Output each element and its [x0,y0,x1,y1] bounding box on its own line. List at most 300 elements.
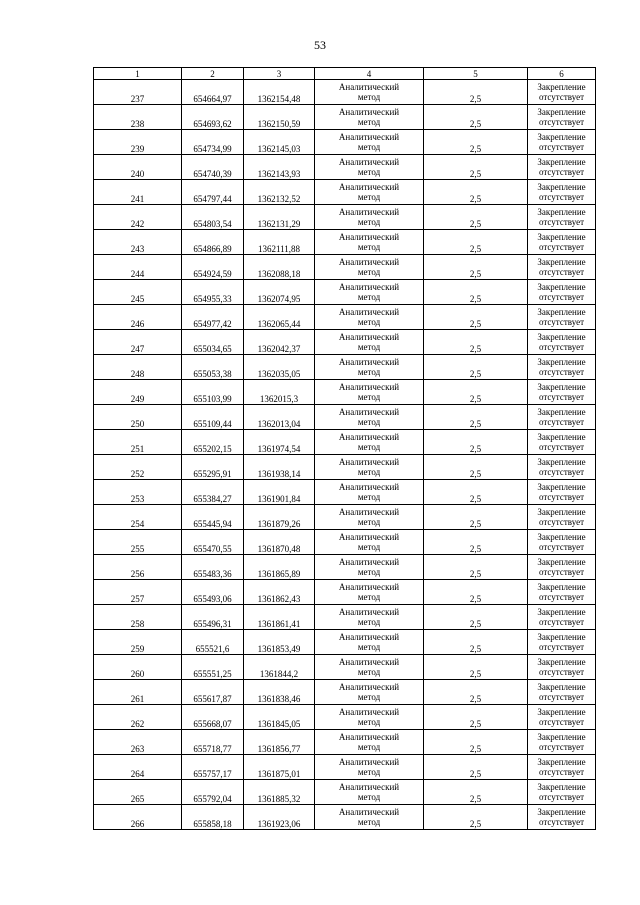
x-coordinate-cell: 654977,42 [182,305,244,330]
fixation-text: Закрепление [537,307,586,317]
fixation-text: отсутствует [538,92,585,102]
method-text: Аналитический [338,457,400,467]
method-cell [315,130,424,155]
table-row [94,380,596,405]
fixation-text: отсутствует [538,292,585,302]
table-row [94,205,596,230]
x-coordinate-cell: 655202,15 [182,430,244,455]
method-cell [315,755,424,780]
method-text: метод [357,492,381,502]
fixation-text: отсутствует [538,342,585,352]
table-row [94,430,596,455]
method-cell [315,80,424,105]
x-coordinate-cell: 654866,89 [182,230,244,255]
fixation-cell [528,230,596,255]
point-number-cell: 261 [94,680,182,705]
accuracy-cell: 2,5 [424,555,528,580]
fixation-cell [528,555,596,580]
fixation-text: Закрепление [537,682,586,692]
table-row [94,630,596,655]
fixation-cell [528,80,596,105]
method-text: Аналитический [338,657,400,667]
fixation-text: отсутствует [538,717,585,727]
accuracy-cell: 2,5 [424,405,528,430]
fixation-text: отсутствует [538,517,585,527]
x-coordinate-cell: 655668,07 [182,705,244,730]
accuracy-cell: 2,5 [424,330,528,355]
y-coordinate-cell: 1362035,05 [244,355,315,380]
fixation-text: отсутствует [538,242,585,252]
table-header-row [94,68,596,80]
method-text: Аналитический [338,107,400,117]
method-text: Аналитический [338,307,400,317]
y-coordinate-cell: 1361938,14 [244,455,315,480]
method-text: метод [357,342,381,352]
fixation-text: Закрепление [537,532,586,542]
column-header-1: 1 [94,68,182,80]
method-cell [315,505,424,530]
table-row [94,530,596,555]
fixation-cell [528,280,596,305]
accuracy-cell: 2,5 [424,230,528,255]
accuracy-cell: 2,5 [424,155,528,180]
method-text: Аналитический [338,282,400,292]
method-text: метод [357,192,381,202]
method-text: метод [357,167,381,177]
method-text: Аналитический [338,707,400,717]
point-number-cell: 252 [94,455,182,480]
method-cell [315,355,424,380]
fixation-text: Закрепление [537,207,586,217]
fixation-cell [528,305,596,330]
point-number-cell: 240 [94,155,182,180]
fixation-cell [528,205,596,230]
y-coordinate-cell: 1362131,29 [244,205,315,230]
point-number-cell: 253 [94,480,182,505]
point-number-cell: 257 [94,580,182,605]
y-coordinate-cell: 1362150,59 [244,105,315,130]
table-row [94,680,596,705]
y-coordinate-cell: 1362111,88 [244,230,315,255]
method-text: метод [357,442,381,452]
table-row [94,355,596,380]
fixation-text: Закрепление [537,82,586,92]
table-row [94,305,596,330]
y-coordinate-cell: 1362154,48 [244,80,315,105]
fixation-text: Закрепление [537,357,586,367]
fixation-text: Закрепление [537,607,586,617]
y-coordinate-cell: 1361879,26 [244,505,315,530]
method-text: Аналитический [338,782,400,792]
fixation-text: отсутствует [538,217,585,227]
y-coordinate-cell: 1362088,18 [244,255,315,280]
point-number-cell: 264 [94,755,182,780]
method-text: метод [357,367,381,377]
y-coordinate-cell: 1361845,05 [244,705,315,730]
accuracy-cell: 2,5 [424,430,528,455]
x-coordinate-cell: 655103,99 [182,380,244,405]
fixation-text: отсутствует [538,742,585,752]
accuracy-cell: 2,5 [424,205,528,230]
fixation-text: отсутствует [538,442,585,452]
fixation-cell [528,130,596,155]
method-text: метод [357,617,381,627]
method-text: метод [357,467,381,477]
method-text: метод [357,217,381,227]
fixation-text: отсутствует [538,192,585,202]
table-row [94,705,596,730]
accuracy-cell: 2,5 [424,655,528,680]
y-coordinate-cell: 1362065,44 [244,305,315,330]
x-coordinate-cell: 655792,04 [182,780,244,805]
fixation-text: отсутствует [538,417,585,427]
table-row [94,555,596,580]
fixation-text: Закрепление [537,332,586,342]
y-coordinate-cell: 1361844,2 [244,655,315,680]
fixation-cell [528,605,596,630]
method-text: Аналитический [338,807,400,817]
x-coordinate-cell: 655496,31 [182,605,244,630]
point-number-cell: 248 [94,355,182,380]
y-coordinate-cell: 1361856,77 [244,730,315,755]
y-coordinate-cell: 1361875,01 [244,755,315,780]
x-coordinate-cell: 654955,33 [182,280,244,305]
method-text: Аналитический [338,632,400,642]
method-text: Аналитический [338,182,400,192]
fixation-text: Закрепление [537,782,586,792]
method-text: Аналитический [338,407,400,417]
table-row [94,505,596,530]
fixation-text: отсутствует [538,142,585,152]
table-row [94,155,596,180]
x-coordinate-cell: 655718,77 [182,730,244,755]
fixation-cell [528,705,596,730]
column-header-4: 4 [315,68,424,80]
x-coordinate-cell: 654734,99 [182,130,244,155]
fixation-text: отсутствует [538,117,585,127]
fixation-cell [528,580,596,605]
accuracy-cell: 2,5 [424,105,528,130]
method-text: Аналитический [338,432,400,442]
fixation-text: Закрепление [537,407,586,417]
table-row [94,480,596,505]
method-text: метод [357,117,381,127]
point-number-cell: 241 [94,180,182,205]
fixation-cell [528,255,596,280]
x-coordinate-cell: 654803,54 [182,205,244,230]
method-text: Аналитический [338,507,400,517]
fixation-cell [528,155,596,180]
method-cell [315,205,424,230]
table-row [94,180,596,205]
point-number-cell: 266 [94,805,182,830]
y-coordinate-cell: 1362143,93 [244,155,315,180]
column-header-3: 3 [244,68,315,80]
method-cell [315,180,424,205]
method-cell [315,280,424,305]
accuracy-cell: 2,5 [424,805,528,830]
fixation-text: Закрепление [537,632,586,642]
method-text: метод [357,392,381,402]
point-number-cell: 244 [94,255,182,280]
table-row [94,455,596,480]
point-number-cell: 242 [94,205,182,230]
fixation-text: Закрепление [537,807,586,817]
method-text: Аналитический [338,207,400,217]
x-coordinate-cell: 655483,36 [182,555,244,580]
fixation-text: отсутствует [538,392,585,402]
table-row [94,330,596,355]
point-number-cell: 238 [94,105,182,130]
fixation-text: Закрепление [537,382,586,392]
point-number-cell: 251 [94,430,182,455]
method-text: Аналитический [338,257,400,267]
fixation-cell [528,530,596,555]
method-text: метод [357,592,381,602]
method-cell [315,405,424,430]
fixation-cell [528,455,596,480]
method-cell [315,455,424,480]
accuracy-cell: 2,5 [424,505,528,530]
y-coordinate-cell: 1362132,52 [244,180,315,205]
y-coordinate-cell: 1361974,54 [244,430,315,455]
method-text: метод [357,292,381,302]
fixation-cell [528,755,596,780]
point-number-cell: 256 [94,555,182,580]
accuracy-cell: 2,5 [424,755,528,780]
fixation-cell [528,655,596,680]
table-row [94,255,596,280]
accuracy-cell: 2,5 [424,80,528,105]
method-text: Аналитический [338,132,400,142]
method-cell [315,655,424,680]
x-coordinate-cell: 654740,39 [182,155,244,180]
table-row [94,730,596,755]
fixation-text: отсутствует [538,567,585,577]
point-number-cell: 265 [94,780,182,805]
point-number-cell: 245 [94,280,182,305]
x-coordinate-cell: 654797,44 [182,180,244,205]
method-cell [315,255,424,280]
x-coordinate-cell: 655757,17 [182,755,244,780]
fixation-cell [528,355,596,380]
fixation-cell [528,505,596,530]
fixation-text: Закрепление [537,432,586,442]
y-coordinate-cell: 1361862,43 [244,580,315,605]
x-coordinate-cell: 655295,91 [182,455,244,480]
table-row [94,405,596,430]
point-number-cell: 263 [94,730,182,755]
point-number-cell: 237 [94,80,182,105]
fixation-text: Закрепление [537,557,586,567]
method-text: метод [357,742,381,752]
method-text: метод [357,667,381,677]
fixation-text: отсутствует [538,642,585,652]
fixation-text: отсутствует [538,692,585,702]
fixation-text: Закрепление [537,182,586,192]
method-text: метод [357,542,381,552]
x-coordinate-cell: 654693,62 [182,105,244,130]
method-text: Аналитический [338,482,400,492]
method-cell [315,555,424,580]
table-row [94,105,596,130]
accuracy-cell: 2,5 [424,680,528,705]
fixation-text: отсутствует [538,817,585,827]
fixation-text: отсутствует [538,767,585,777]
x-coordinate-cell: 655521,6 [182,630,244,655]
method-cell [315,530,424,555]
accuracy-cell: 2,5 [424,255,528,280]
fixation-cell [528,730,596,755]
method-cell [315,430,424,455]
fixation-cell [528,430,596,455]
y-coordinate-cell: 1361853,49 [244,630,315,655]
method-text: метод [357,267,381,277]
x-coordinate-cell: 655445,94 [182,505,244,530]
column-header-5: 5 [424,68,528,80]
method-text: метод [357,717,381,727]
method-text: метод [357,142,381,152]
fixation-text: отсутствует [538,667,585,677]
accuracy-cell: 2,5 [424,530,528,555]
fixation-text: Закрепление [537,507,586,517]
x-coordinate-cell: 655053,38 [182,355,244,380]
method-text: Аналитический [338,82,400,92]
table-row [94,780,596,805]
table-row [94,805,596,830]
accuracy-cell: 2,5 [424,480,528,505]
fixation-text: Закрепление [537,157,586,167]
point-number-cell: 243 [94,230,182,255]
fixation-text: Закрепление [537,107,586,117]
fixation-text: Закрепление [537,732,586,742]
method-cell [315,780,424,805]
fixation-text: отсутствует [538,317,585,327]
method-text: Аналитический [338,582,400,592]
accuracy-cell: 2,5 [424,380,528,405]
method-text: метод [357,817,381,827]
point-number-cell: 250 [94,405,182,430]
fixation-text: Закрепление [537,757,586,767]
fixation-cell [528,780,596,805]
method-cell [315,305,424,330]
method-cell [315,730,424,755]
fixation-text: Закрепление [537,707,586,717]
point-number-cell: 247 [94,330,182,355]
y-coordinate-cell: 1361870,48 [244,530,315,555]
method-cell [315,630,424,655]
x-coordinate-cell: 655551,25 [182,655,244,680]
method-text: Аналитический [338,682,400,692]
x-coordinate-cell: 655493,06 [182,580,244,605]
accuracy-cell: 2,5 [424,355,528,380]
y-coordinate-cell: 1361885,32 [244,780,315,805]
y-coordinate-cell: 1361901,84 [244,480,315,505]
fixation-text: отсутствует [538,267,585,277]
fixation-text: отсутствует [538,542,585,552]
fixation-text: отсутствует [538,467,585,477]
fixation-text: отсутствует [538,617,585,627]
accuracy-cell: 2,5 [424,730,528,755]
point-number-cell: 259 [94,630,182,655]
accuracy-cell: 2,5 [424,305,528,330]
x-coordinate-cell: 655034,65 [182,330,244,355]
fixation-text: отсутствует [538,367,585,377]
point-number-cell: 258 [94,605,182,630]
point-number-cell: 255 [94,530,182,555]
method-text: метод [357,417,381,427]
x-coordinate-cell: 655384,27 [182,480,244,505]
x-coordinate-cell: 655470,55 [182,530,244,555]
fixation-text: Закрепление [537,232,586,242]
fixation-text: Закрепление [537,132,586,142]
fixation-text: Закрепление [537,482,586,492]
x-coordinate-cell: 655617,87 [182,680,244,705]
y-coordinate-cell: 1362042,37 [244,330,315,355]
y-coordinate-cell: 1361865,89 [244,555,315,580]
accuracy-cell: 2,5 [424,580,528,605]
fixation-text: отсутствует [538,167,585,177]
table-row [94,580,596,605]
fixation-text: отсутствует [538,592,585,602]
x-coordinate-cell: 655109,44 [182,405,244,430]
accuracy-cell: 2,5 [424,605,528,630]
method-cell [315,605,424,630]
accuracy-cell: 2,5 [424,455,528,480]
y-coordinate-cell: 1361838,46 [244,680,315,705]
table-row [94,230,596,255]
method-text: метод [357,517,381,527]
method-text: Аналитический [338,382,400,392]
method-text: Аналитический [338,532,400,542]
method-text: Аналитический [338,732,400,742]
y-coordinate-cell: 1361861,41 [244,605,315,630]
x-coordinate-cell: 655858,18 [182,805,244,830]
method-text: метод [357,567,381,577]
method-text: метод [357,792,381,802]
method-cell [315,380,424,405]
page-number: 53 [314,38,326,52]
method-cell [315,580,424,605]
x-coordinate-cell: 654664,97 [182,80,244,105]
point-number-cell: 246 [94,305,182,330]
method-cell [315,155,424,180]
point-number-cell: 262 [94,705,182,730]
method-text: Аналитический [338,557,400,567]
method-text: Аналитический [338,332,400,342]
fixation-text: Закрепление [537,657,586,667]
fixation-cell [528,330,596,355]
fixation-text: Закрепление [537,257,586,267]
fixation-cell [528,680,596,705]
fixation-cell [528,380,596,405]
accuracy-cell: 2,5 [424,705,528,730]
point-number-cell: 260 [94,655,182,680]
table-row [94,280,596,305]
accuracy-cell: 2,5 [424,630,528,655]
method-text: метод [357,692,381,702]
fixation-cell [528,405,596,430]
y-coordinate-cell: 1362145,03 [244,130,315,155]
x-coordinate-cell: 654924,59 [182,255,244,280]
method-text: метод [357,642,381,652]
method-cell [315,105,424,130]
method-text: Аналитический [338,232,400,242]
method-text: Аналитический [338,757,400,767]
method-text: Аналитический [338,157,400,167]
fixation-cell [528,630,596,655]
method-cell [315,680,424,705]
